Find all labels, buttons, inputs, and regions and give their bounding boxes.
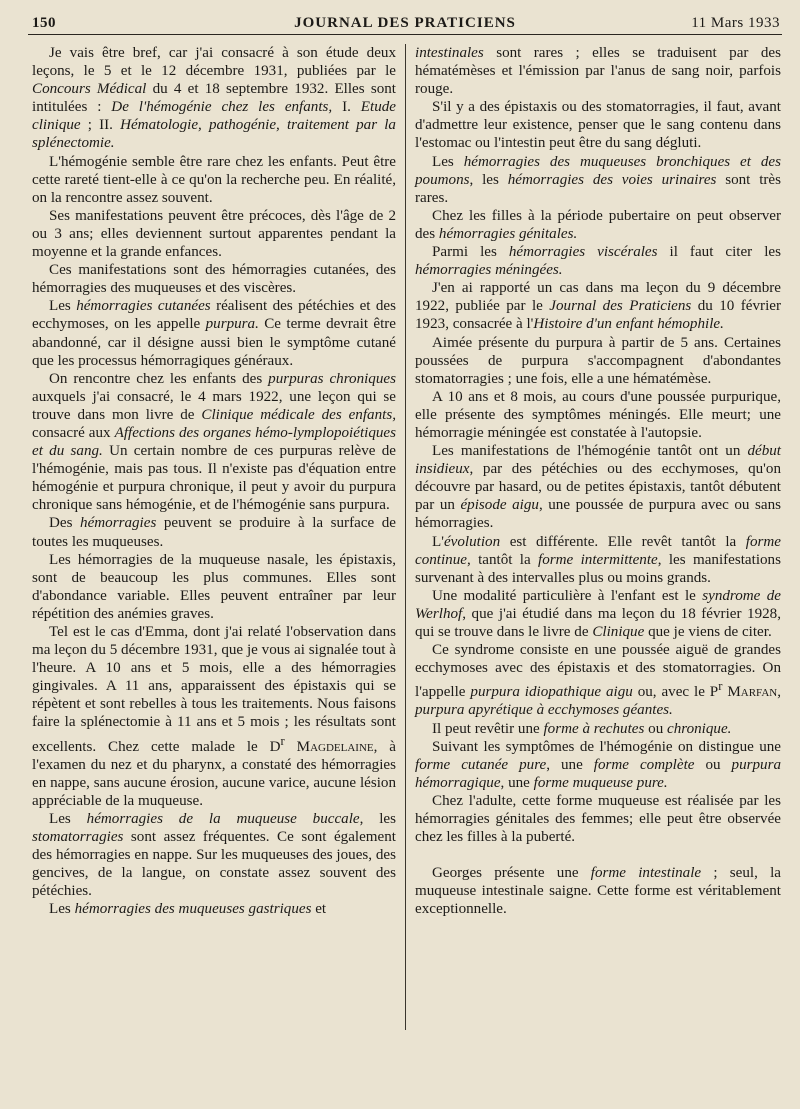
paragraph: Georges présente une forme intestinale ; seul, la muqueuse intestinale saigne. Cette forme est véritablement exceptionnelle. (415, 865, 781, 918)
paragraph: L'hémogénie semble être rare chez les enfants. Peut être cette rareté tient-elle à ce qu'on la recherche peu. En réalité, on la rencontre assez souvent. (32, 153, 396, 206)
paragraph: Les manifestations de l'hémogénie tantôt ont un début insidieux, par des pétéchies ou des ecchymoses, qu'on découvre par hasard, ou de petites épistaxis, tantôt débutent par un épisode aigu, une poussée de purpura avec ou sans hémorragies. (415, 443, 781, 532)
paragraph: L'évolution est différente. Elle revêt tantôt la forme continue, tantôt la forme intermittente, les manifestations survenant à des intervalles plus ou moins grands. (415, 533, 781, 586)
paragraph: Ses manifestations peuvent être précoces, dès l'âge de 2 ou 3 ans; elles deviennent surtout apparentes pendant la moyenne et la grande enfances. (32, 207, 396, 261)
paragraph: On rencontre chez les enfants des purpuras chroniques auxquels j'ai consacré, le 4 mars 1922, une leçon qui se trouve dans mon livre de Clinique médicale des enfants, consacré aux Affections des organes hémo-lymplopoiétiques et du sang. Un certain nombre de ces purpuras relève de l'hémogénie, mais pas tous. Il n'existe pas d'équation entre hémogénie et purpura chronique, il peut y avoir du purpura chronique sans hémogénie, et de l'hémogénie sans purpura. (32, 370, 396, 514)
paragraph: J'en ai rapporté un cas dans ma leçon du 9 décembre 1922, publiée par le Journal des Praticiens du 10 février 1923, consacrée à l'Histoire d'un enfant hémophile. (415, 280, 781, 333)
paragraph: Une modalité particulière à l'enfant est le syndrome de Werlhof, que j'ai étudié dans ma leçon du 18 février 1928, qui se trouve dans le livre de Clinique que je viens de citer. (415, 587, 781, 640)
paragraph: Il peut revêtir une forme à rechutes ou chronique. (432, 720, 732, 737)
paragraph: Ces manifestations sont des hémorragies cutanées, des hémorragies des muqueuses et des viscères. (32, 262, 396, 297)
paragraph: Des hémorragies peuvent se produire à la surface de toutes les muqueuses. (32, 515, 396, 550)
paragraph: A 10 ans et 8 mois, au cours d'une poussée purpurique, elle présente des symptômes méningés. Elle meurt; une hémorragie méningée est constatée à l'autopsie. (415, 388, 781, 441)
paragraph: Les hémorragies des muqueuses gastriques et (49, 901, 327, 918)
paragraph: Parmi les hémorragies viscérales il faut citer les hémorragies méningées. (415, 244, 781, 279)
paragraph: Chez l'adulte, cette forme muqueuse est réalisée par les hémorragies génitales des femmes; elle peut être observée chez les filles à la puberté. (415, 792, 781, 846)
paragraph: intestinales sont rares ; elles se traduisent par des hématémèses et l'émission par l'anus de sang noir, parfois rouge. (415, 45, 781, 98)
issue-date: 11 Mars 1933 (691, 15, 780, 31)
right-column (415, 44, 781, 918)
paragraph: Chez les filles à la période pubertaire on peut observer des hémorragies génitales. (415, 207, 781, 242)
page-number: 150 (32, 15, 56, 31)
paragraph: Les hémorragies des muqueuses bronchiques et des poumons, les hémorragies des voies urinaires sont très rares. (415, 153, 781, 206)
paragraph: Suivant les symptômes de l'hémogénie on distingue une forme cutanée pure, une forme complète ou purpura hémorragique, une forme muqueuse pure. (415, 738, 782, 791)
column-divider (405, 44, 406, 1030)
paragraph: Les hémorragies cutanées réalisent des pétéchies et des ecchymoses, on les appelle purpura. Ce terme devrait être abandonné, car il désigne aussi bien le symptôme cutané que les processus hémorragiques généraux. (32, 298, 397, 369)
left-column (32, 44, 396, 919)
paragraph: Je vais être bref, car j'ai consacré à son étude deux leçons, le 5 et le 12 décembre 1931, publiées par le Concours Médical du 4 et 18 septembre 1932. Elles sont intitulées : De l'hémogénie chez les enfants, I. Etude clinique ; II. Hématologie, pathogénie, traitement par la splénectomie. (32, 45, 396, 152)
page-header (28, 12, 782, 35)
paragraph: S'il y a des épistaxis ou des stomatorragies, il faut, avant d'admettre leur existence, penser que le sang contenu dans l'estomac ou l'intestin peut être du sang dégluti. (415, 99, 781, 152)
paragraph: Ce syndrome consiste en une poussée aiguë de grandes ecchymoses avec des épistaxis et des stomatorragies. On l'appelle purpura idiopathique aigu ou, avec le $P^r$ Marfan, purpura apyrétique à ecchymoses géantes. (415, 642, 781, 719)
paragraph: Aimée présente du purpura à partir de 5 ans. Certaines poussées de purpura s'accompagnent d'abondantes stomatorragies ; une fois, elle a une hématémèse. (415, 334, 781, 387)
paragraph: Les hémorragies de la muqueuse buccale, les stomatorragies sont assez fréquentes. Ce sont également des hémorragies en nappe. Sur les muqueuses des joues, des gencives, de la langue, on constate assez souvent des pétéchies. (32, 810, 396, 900)
journal-title: JOURNAL DES PRATICIENS (294, 15, 516, 31)
paragraph: Les hémorragies de la muqueuse nasale, les épistaxis, sont de beaucoup les plus communes. Elles sont d'abondance variable. Elles peuvent entraîner par leur répétition des anémies graves. (32, 551, 396, 622)
paragraph: Tel est le cas d'Emma, dont j'ai relaté l'observation dans ma leçon du 5 décembre 1931, que je vous ai signalée tout à l'heure. A 10 ans et 5 mois, elle a des hémorragies gingivales. A 11 ans, apparaissent des épistaxis qui se répètent et sont rebelles à tous les traitements. Nous faisons faire la splénectomie à 11 ans et 5 mois ; les résultats sont excellents. Chez cette malade le $D^r$ Magdelaine, à l'examen du nez et du pharynx, a constaté des hémorragies en nappe, sans aucune érosion, aucune varice, aucune lésion appréciable de la muqueuse. (32, 624, 397, 809)
